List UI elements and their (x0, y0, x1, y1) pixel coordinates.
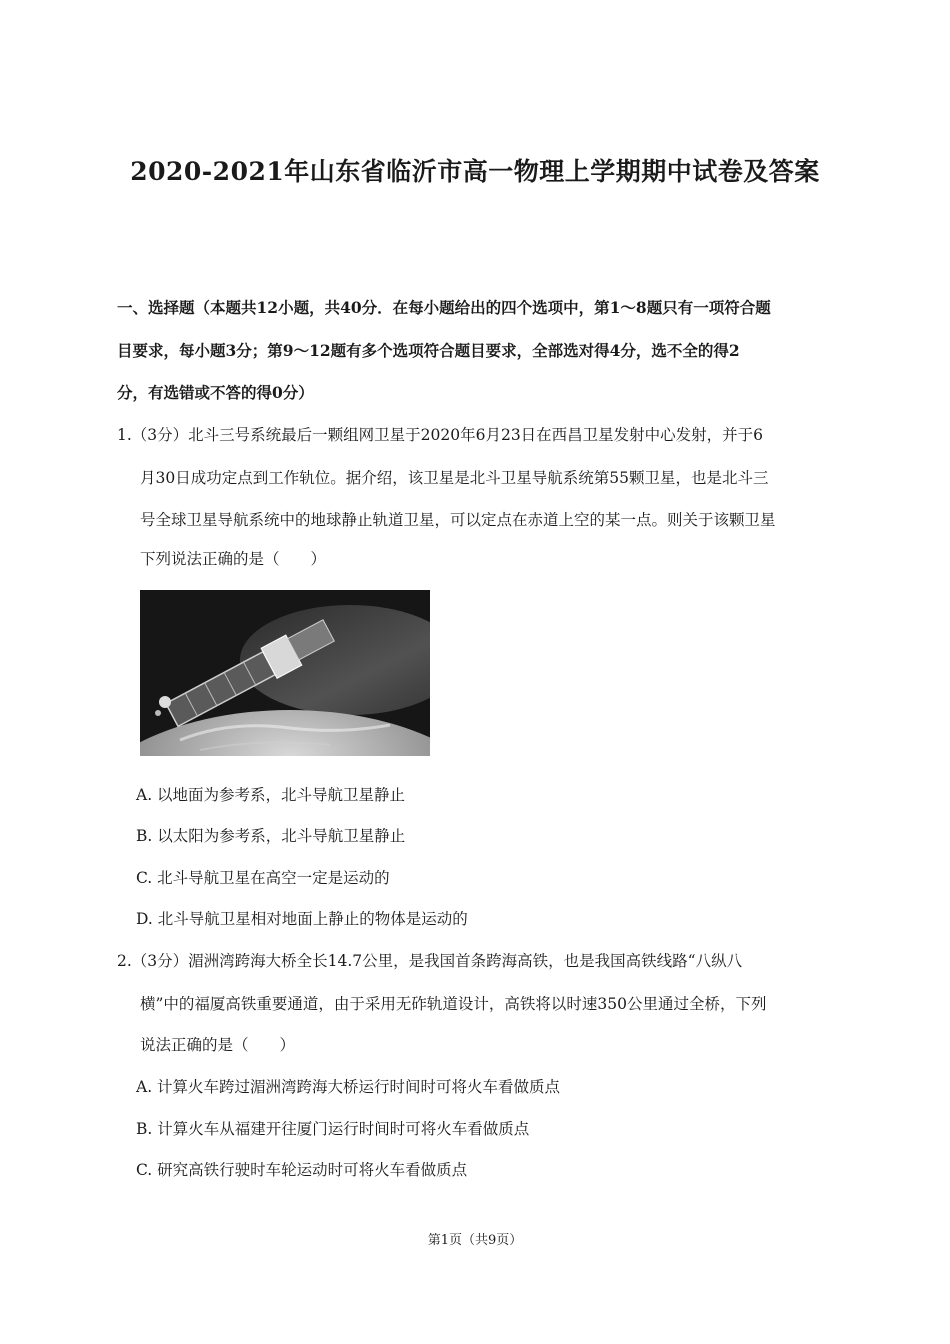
section-header-line-2: 目要求，每小题3分；第9～12题有多个选项符合题目要求，全部选对得4分，选不全的得2 (117, 341, 740, 360)
question-1-line-1: 1.（3分）北斗三号系统最后一颗组网卫星于2020年6月23日在西昌卫星发射中心发射，并于6 (117, 426, 764, 444)
question-2-option-b: B. 计算火车从福建开往厦门运行时间时可将火车看做质点 (136, 1120, 530, 1138)
section-header-line-3: 分，有选错或不答的得0分） (117, 383, 314, 402)
question-2-option-c: C. 研究高铁行驶时车轮运动时可将火车看做质点 (136, 1161, 468, 1179)
question-1-option-c: C. 北斗导航卫星在高空一定是运动的 (136, 869, 390, 887)
question-1-line-3: 号全球卫星导航系统中的地球静止轨道卫星，可以定点在赤道上空的某一点。则关于该颗卫星 (140, 511, 776, 529)
question-1-option-b: B. 以太阳为参考系，北斗导航卫星静止 (136, 827, 406, 845)
question-2-option-a: A. 计算火车跨过湄洲湾跨海大桥运行时间时可将火车看做质点 (136, 1078, 561, 1096)
question-1-line-2: 月30日成功定点到工作轨位。据介绍，该卫星是北斗卫星导航系统第55颗卫星，也是北斗三 (140, 469, 769, 487)
question-2-line-3: 说法正确的是（ ） (140, 1036, 296, 1054)
question-2-line-2: 横”中的福厦高铁重要通道，由于采用无砟轨道设计，高铁将以时速350公里通过全桥，下列 (140, 995, 767, 1013)
section-header-line-1: 一、选择题（本题共12小题，共40分．在每小题给出的四个选项中，第1～8题只有一项符合题 (117, 298, 771, 317)
question-1-line-4: 下列说法正确的是（ ） (140, 550, 327, 568)
satellite-image (140, 590, 430, 756)
question-1-option-d: D. 北斗导航卫星相对地面上静止的物体是运动的 (136, 910, 468, 928)
satellite-earth-illustration (140, 590, 430, 756)
question-2-line-1: 2.（3分）湄洲湾跨海大桥全长14.7公里，是我国首条跨海高铁，也是我国高铁线路“八纵八 (117, 952, 743, 970)
page-footer: 第1页（共9页） (427, 1233, 523, 1248)
page-title: 2020-2021年山东省临沂市高一物理上学期期中试卷及答案 (130, 157, 820, 186)
question-1-option-a: A. 以地面为参考系，北斗导航卫星静止 (136, 786, 406, 804)
